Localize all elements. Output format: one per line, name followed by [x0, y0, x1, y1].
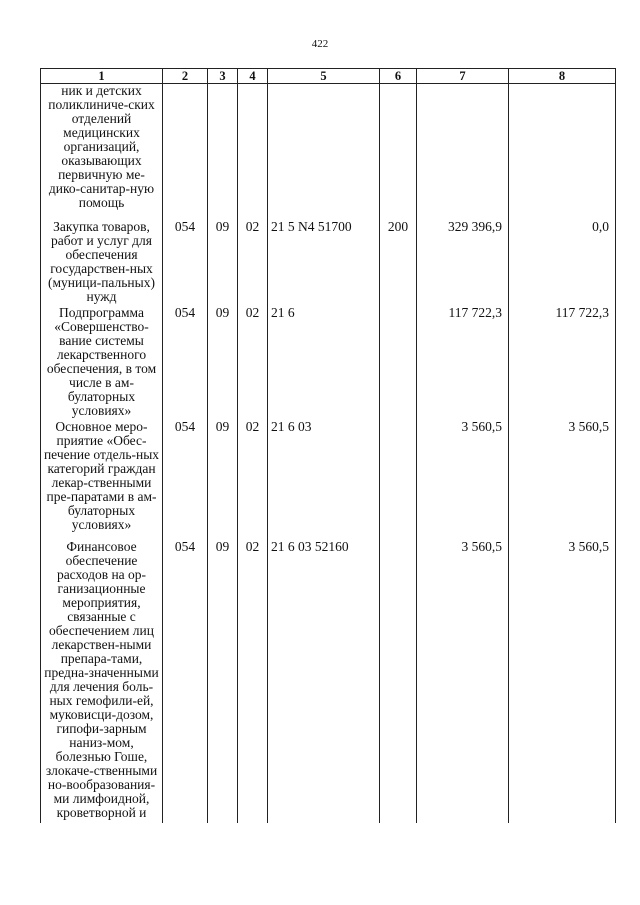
row-ministry-code [163, 84, 208, 219]
row-expense-type: 200 [380, 218, 417, 304]
row-target-article: 21 5 N4 51700 [268, 218, 380, 304]
table-row [41, 538, 616, 823]
row-description: Основное меро-приятие «Обес-печение отдель-ных категорий граждан лекар-ственными пре-паратами в ам-булаторных условиях» [41, 418, 163, 538]
row-expense-type [380, 84, 417, 219]
row-target-article: 21 6 03 [268, 418, 380, 538]
row-target-article: 21 6 03 52160 [268, 538, 380, 823]
table-row [41, 304, 616, 418]
header-col-6: 6 [380, 69, 417, 84]
row-subsection: 02 [238, 304, 268, 418]
row-amount-1 [417, 84, 509, 219]
row-amount-2: 0,0 [509, 218, 616, 304]
row-expense-type [380, 418, 417, 538]
row-amount-1: 117 722,3 [417, 304, 509, 418]
row-subsection: 02 [238, 218, 268, 304]
row-target-article: 21 6 [268, 304, 380, 418]
row-amount-2: 3 560,5 [509, 418, 616, 538]
row-ministry-code: 054 [163, 304, 208, 418]
row-amount-1: 329 396,9 [417, 218, 509, 304]
row-description: Финансовое обеспечение расходов на ор-ганизационные мероприятия, связанные с обеспечением лиц лекарствен-ными препара-тами, предна-значенными для лечения боль-ных гемофили-ей, муковисци-дозом, гипофи-зарным наниз-мом, болезнью Гоше, злокаче-ственными но-вообразования-ми лимфоидной, кроветворной и [41, 538, 163, 823]
row-subsection: 02 [238, 538, 268, 823]
row-description: ник и детских поликлиниче-ских отделений медицинских организаций, оказывающих первичную ме-дико-санитар-ную помощь [41, 84, 163, 219]
header-col-4: 4 [238, 69, 268, 84]
row-ministry-code: 054 [163, 538, 208, 823]
row-description: Подпрограмма «Совершенство-вание системы лекарственного обеспечения, в том числе в ам-булаторных условиях» [41, 304, 163, 418]
row-description: Закупка товаров, работ и услуг для обеспечения государствен-ных (муници-пальных) нужд [41, 218, 163, 304]
row-amount-2: 117 722,3 [509, 304, 616, 418]
row-section: 09 [208, 418, 238, 538]
row-amount-2 [509, 84, 616, 219]
row-ministry-code: 054 [163, 218, 208, 304]
row-section: 09 [208, 304, 238, 418]
row-subsection [238, 84, 268, 219]
row-section: 09 [208, 218, 238, 304]
page-number: 422 [311, 38, 329, 50]
row-amount-1: 3 560,5 [417, 418, 509, 538]
row-ministry-code: 054 [163, 418, 208, 538]
table-row [41, 418, 616, 538]
row-target-article [268, 84, 380, 219]
row-expense-type [380, 538, 417, 823]
header-col-5: 5 [268, 69, 380, 84]
header-col-1: 1 [41, 69, 163, 84]
table-header [41, 69, 616, 84]
row-section: 09 [208, 538, 238, 823]
budget-table [40, 68, 616, 823]
header-col-3: 3 [208, 69, 238, 84]
header-col-8: 8 [509, 69, 616, 84]
table-row [41, 84, 616, 219]
row-expense-type [380, 304, 417, 418]
header-col-7: 7 [417, 69, 509, 84]
row-section [208, 84, 238, 219]
row-subsection: 02 [238, 418, 268, 538]
header-row [41, 69, 616, 84]
table-row [41, 218, 616, 304]
header-col-2: 2 [163, 69, 208, 84]
row-amount-1: 3 560,5 [417, 538, 509, 823]
row-amount-2: 3 560,5 [509, 538, 616, 823]
